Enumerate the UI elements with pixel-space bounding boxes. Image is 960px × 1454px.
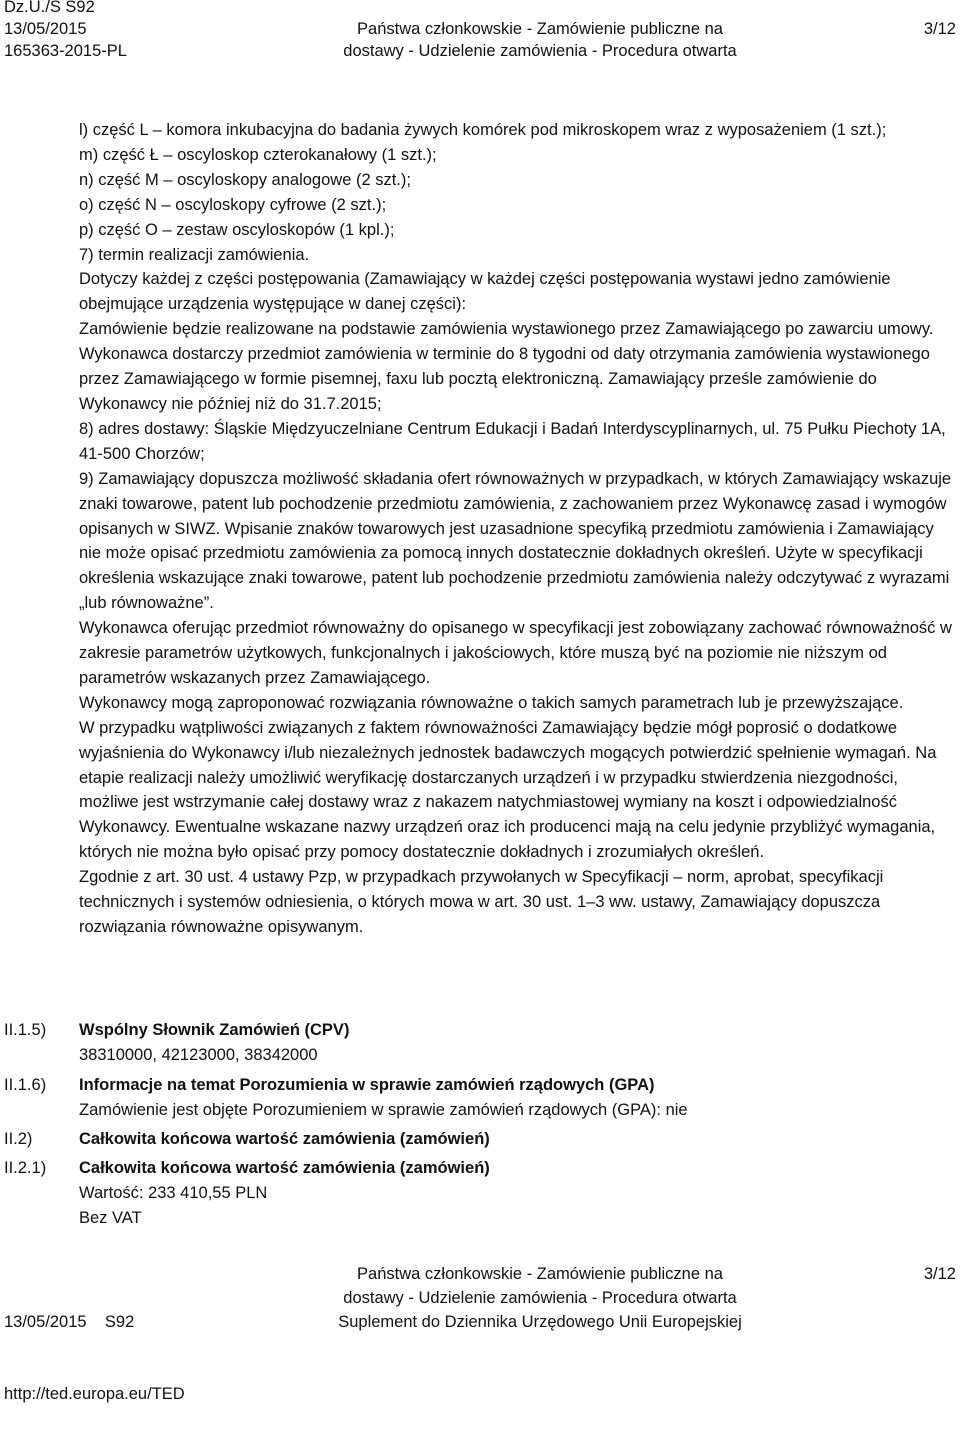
- paragraph: 7) termin realizacji zamówienia.: [79, 245, 310, 264]
- section-title: Całkowita końcowa wartość zamówienia (zamówień): [79, 1159, 490, 1177]
- header-page-number: 3/12: [923, 20, 956, 38]
- paragraph: Wykonawcy mogą zaproponować rozwiązania równoważne o takich samych parametrach lub je przewyższające.: [79, 693, 904, 712]
- section-number: II.2.1): [4, 1159, 47, 1177]
- header-journal-ref: Dz.U./S S92: [4, 0, 95, 16]
- footer-left: [4, 1262, 185, 1454]
- paragraph: W przypadku wątpliwości związanych z faktem równoważności Zamawiający będzie mógł poprosić o dodatkowe wyjaśnienia do Wykonawcy i/lub niezależnych jednostek badawczych mogących potwierdzić spełnienie wymagań. Na etapie realizacji należy umożliwić weryfikację dostarczanych urządzeń i w przypadku stwierdzenia niezgodności, możliwe jest wstrzymanie całej dostawy wraz z nakazem natychmiastowej wymiany na koszt i odpowiedzialność Wykonawcy. Ewentualne wskazane nazwy urządzeń oraz ich producenci mają na celu jedynie przybliżyć wymagania, których nie można było opisać przy pomocy dostatecznie dokładnych i zrozumiałych określeń.: [79, 718, 937, 862]
- footer-center: [310, 1262, 770, 1334]
- header-center: [320, 18, 760, 62]
- section-total-value-detail: [79, 1156, 954, 1231]
- header-left: [4, 0, 127, 62]
- section-title: Całkowita końcowa wartość zamówienia (zamówień): [79, 1130, 490, 1148]
- paragraph: l) część L – komora inkubacyjna do badania żywych komórek pod mikroskopem wraz z wyposażeniem (1 szt.);: [79, 121, 887, 139]
- paragraph: 9) Zamawiający dopuszcza możliwość składania ofert równoważnych w przypadkach, w których Zamawiający wskazuje znaki towarowe, patent lub pochodzenie przedmiotu zamówienia, z zachowaniem przez Wykonawcę zasad i wymogów opisanych w SIWZ. Wpisanie znaków towarowych jest uzasadnione specyfiką przedmiotu zamówienia i Zamawiający nie może opisać przedmiotu zamówienia za pomocą innych dostatecznie dokładnych określeń. Użyte w specyfikacji określenia wskazujące znaki towarowe, patent lub pochodzenie przedmiotu zamówienia należy odczytywać z wyrazami „lub równoważne”.: [79, 469, 952, 613]
- paragraph: 8) adres dostawy: Śląskie Międzyuczelniane Centrum Edukacji i Badań Interdyscyplinarnych, ul. 75 Pułku Piechoty 1A, 41-500 Chorzów;: [79, 419, 946, 463]
- paragraph: n) część M – oscyloskopy analogowe (2 szt.);: [79, 170, 411, 189]
- section-line: 38310000, 42123000, 38342000: [79, 1046, 318, 1064]
- footer-url[interactable]: http://ted.europa.eu/TED: [4, 1385, 185, 1403]
- paragraph: o) część N – oscyloskopy cyfrowe (2 szt.);: [79, 195, 387, 214]
- paragraph: Wykonawca oferując przedmiot równoważny do opisanego w specyfikacji jest zobowiązany zachować równoważność w zakresie parametrów użytkowych, funkcjonalnych i jakościowych, które muszą być na poziomie nie niższym od parametrów wskazanych przez Zamawiającego.: [79, 619, 952, 687]
- paragraph: m) część Ł – oscyloskop czterokanałowy (1 szt.);: [79, 145, 437, 164]
- section-line: Bez VAT: [79, 1209, 142, 1227]
- header-title-line-2: dostawy - Udzielenie zamówienia - Procedura otwarta: [343, 42, 737, 60]
- paragraph: p) część O – zestaw oscyloskopów (1 kpl.);: [79, 220, 395, 239]
- section-line: Zamówienie jest objęte Porozumieniem w sprawie zamówień rządowych (GPA): nie: [79, 1101, 688, 1119]
- section-number: II.2): [4, 1130, 33, 1148]
- footer-supplement: Suplement do Dziennika Urzędowego Unii Europejskiej: [338, 1313, 742, 1331]
- document-body: [79, 118, 954, 940]
- footer-title-line-1: Państwa członkowskie - Zamówienie publiczne na: [357, 1265, 723, 1283]
- section-title: Informacje na temat Porozumienia w sprawie zamówień rządowych (GPA): [79, 1076, 655, 1094]
- header-date: 13/05/2015: [4, 20, 87, 38]
- section-line: Wartość: 233 410,55 PLN: [79, 1184, 268, 1202]
- header-notice-id: 165363-2015-PL: [4, 42, 127, 60]
- footer-page-number: 3/12: [923, 1265, 956, 1283]
- footer-title-line-2: dostawy - Udzielenie zamówienia - Procedura otwarta: [343, 1289, 737, 1307]
- section-total-value: [79, 1127, 954, 1152]
- paragraph: Zgodnie z art. 30 ust. 4 ustawy Pzp, w przypadkach przywołanych w Specyfikacji – norm, aprobat, specyfikacji technicznych i systemów odniesienia, o których mowa w art. 30 ust. 1–3 ww. ustawy, Zamawiający dopuszcza rozwiązania równoważne opisywanym.: [79, 868, 884, 936]
- section-gpa: [79, 1073, 954, 1123]
- header-title-line-1: Państwa członkowskie - Zamówienie publiczne na: [357, 20, 723, 38]
- footer-date-journal: 13/05/2015 S92: [4, 1313, 135, 1331]
- paragraph: Zamówienie będzie realizowane na podstawie zamówienia wystawionego przez Zamawiającego po zawarciu umowy. Wykonawca dostarczy przedmiot zamówienia w terminie do 8 tygodni od daty otrzymania zamówienia wystawionego przez Zamawiającego w formie pisemnej, faxu lub pocztą elektroniczną. Zamawiający prześle zamówienie do Wykonawcy nie później niż do 31.7.2015;: [79, 320, 934, 413]
- section-number: II.1.5): [4, 1021, 47, 1039]
- section-cpv: [79, 1018, 954, 1068]
- section-title: Wspólny Słownik Zamówień (CPV): [79, 1021, 350, 1039]
- paragraph: Dotyczy każdej z części postępowania (Zamawiający w każdej części postępowania wystawi jedno zamówienie obejmujące urządzenia występujące w danej części):: [79, 270, 891, 314]
- section-number: II.1.6): [4, 1076, 47, 1094]
